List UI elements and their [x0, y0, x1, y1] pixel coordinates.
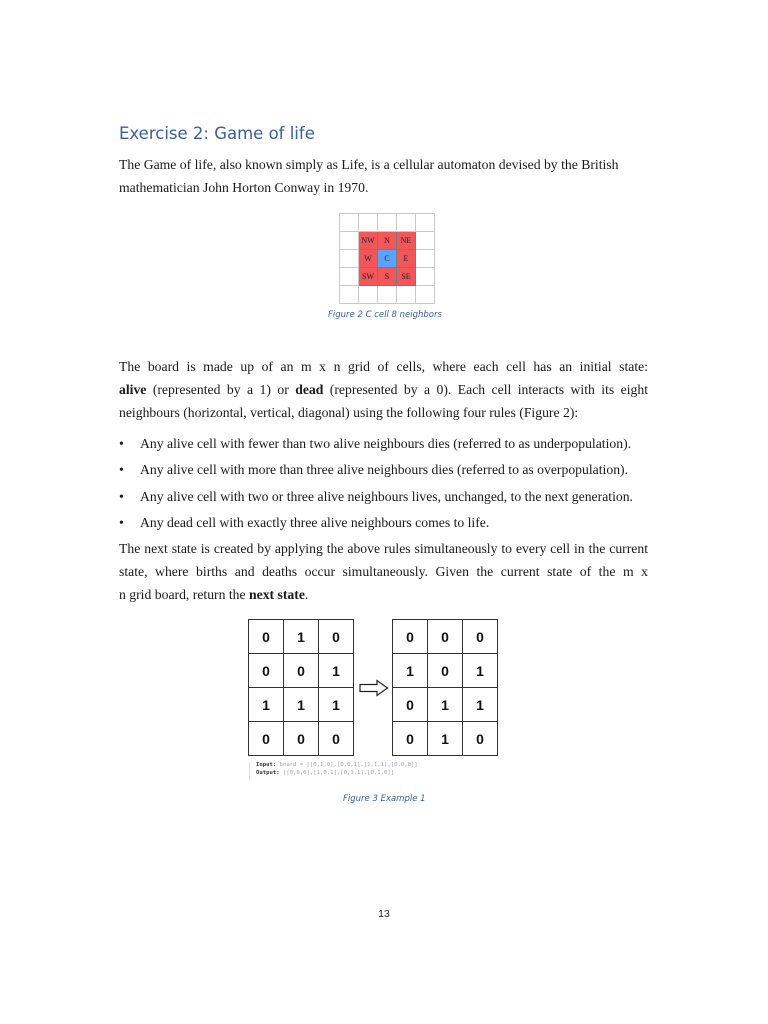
board-cell: 0 [249, 620, 284, 654]
board-row [393, 722, 498, 756]
board-cell: 1 [284, 620, 319, 654]
board-cell: 1 [463, 688, 498, 722]
bullet-icon: • [119, 436, 124, 451]
grid-cell-se: SE [397, 268, 416, 286]
output-board [392, 619, 498, 756]
intro-paragraph [119, 153, 648, 199]
board-line-1: The board is made up of an m x n grid of cells, where each cell has an initial state: [119, 359, 649, 374]
list-item: • Any alive cell with fewer than two alive neighbours dies (referred to as underpopulation). [119, 432, 659, 458]
board-cell: 0 [319, 722, 354, 756]
board-cell: 1 [319, 688, 354, 722]
board-cell: 0 [463, 620, 498, 654]
board-cell: 0 [463, 722, 498, 756]
list-item: • Any alive cell with more than three alive neighbours dies (referred to as overpopulation). [119, 458, 659, 484]
intro-line-1: The Game of life, also known simply as Life, is a cellular automaton devised by the British [119, 157, 619, 172]
board-cell: 0 [393, 688, 428, 722]
board-row [393, 620, 498, 654]
board-cell: 1 [428, 722, 463, 756]
board-cell: 0 [393, 722, 428, 756]
grid-cell-empty [397, 286, 416, 304]
figure-2-caption: Figure 2 C cell 8 neighbors [328, 310, 442, 320]
page-number: 13 [378, 908, 390, 920]
grid-cell-empty [340, 268, 359, 286]
board-cell: 0 [284, 722, 319, 756]
grid-cell-empty [378, 286, 397, 304]
board-cell: 1 [284, 688, 319, 722]
board-cell: 0 [393, 620, 428, 654]
bullet-icon: • [119, 514, 124, 530]
board-row [249, 620, 354, 654]
list-item: • Any alive cell with two or three alive neighbours lives, unchanged, to the next generation. [119, 485, 659, 511]
board-row [393, 688, 498, 722]
grid-cell-nw: NW [359, 232, 378, 250]
next-state-line-3: n grid board, return the next state. [119, 587, 309, 603]
next-state-line-2: state, where births and deaths occur simultaneously. Given the current state of the m x [119, 564, 649, 580]
board-cell: 0 [319, 620, 354, 654]
board-cell: 1 [428, 688, 463, 722]
board-cell: 0 [249, 722, 284, 756]
board-line-2: alive (represented by a 1) or dead (represented by a 0). Each cell interacts with its eight [119, 382, 649, 398]
board-row [249, 722, 354, 756]
grid-row [340, 214, 435, 232]
board-cell: 1 [319, 654, 354, 688]
grid-cell-w: W [359, 250, 378, 268]
grid-cell-empty [359, 214, 378, 232]
next-state-line-1: The next state is created by applying the above rules simultaneously to every cell in the current [119, 541, 648, 556]
bullet-icon: • [119, 462, 124, 478]
board-cell: 0 [249, 654, 284, 688]
board-cell: 0 [284, 654, 319, 688]
list-item: • Any dead cell with exactly three alive neighbours comes to life. [119, 511, 659, 537]
board-description-paragraph [119, 355, 648, 425]
grid-row [340, 250, 435, 268]
board-cell: 1 [249, 688, 284, 722]
right-arrow-icon [359, 679, 389, 697]
board-row [249, 688, 354, 722]
board-line-3: neighbours (horizontal, vertical, diagonal) using the following four rules (Figure 2): [119, 405, 579, 421]
figure-3-caption: Figure 3 Example 1 [343, 794, 426, 804]
grid-cell-ne: NE [397, 232, 416, 250]
grid-cell-empty [416, 286, 435, 304]
grid-cell-c: C [378, 250, 397, 268]
grid-cell-empty [359, 286, 378, 304]
grid-cell-empty [340, 286, 359, 304]
grid-cell-empty [340, 214, 359, 232]
board-row [393, 654, 498, 688]
section-heading: Exercise 2: Game of life [119, 124, 315, 143]
neighbor-grid-figure [339, 213, 435, 304]
example-io-snippet: Input: board = [[0,1,0],[0,0,1],[1,1,1],[0,0,0]] Output: [[0,0,0],[1,0,1],[0,1,1],[0,1,0]] [249, 762, 511, 780]
rules-list [119, 432, 659, 537]
grid-cell-n: N [378, 232, 397, 250]
board-row [249, 654, 354, 688]
board-cell: 1 [393, 654, 428, 688]
input-board [248, 619, 354, 756]
grid-row [340, 286, 435, 304]
grid-cell-empty [378, 214, 397, 232]
grid-row [340, 268, 435, 286]
grid-cell-empty [340, 250, 359, 268]
grid-cell-empty [416, 214, 435, 232]
grid-cell-e: E [397, 250, 416, 268]
board-cell: 1 [463, 654, 498, 688]
grid-cell-empty [416, 250, 435, 268]
grid-cell-empty [416, 232, 435, 250]
next-state-paragraph [119, 537, 648, 607]
grid-cell-empty [340, 232, 359, 250]
intro-line-2: mathematician John Horton Conway in 1970. [119, 180, 369, 196]
bullet-icon: • [119, 488, 124, 504]
grid-row [340, 232, 435, 250]
grid-cell-empty [397, 214, 416, 232]
grid-cell-empty [416, 268, 435, 286]
grid-cell-s: S [378, 268, 397, 286]
grid-cell-sw: SW [359, 268, 378, 286]
board-cell: 0 [428, 654, 463, 688]
board-cell: 0 [428, 620, 463, 654]
